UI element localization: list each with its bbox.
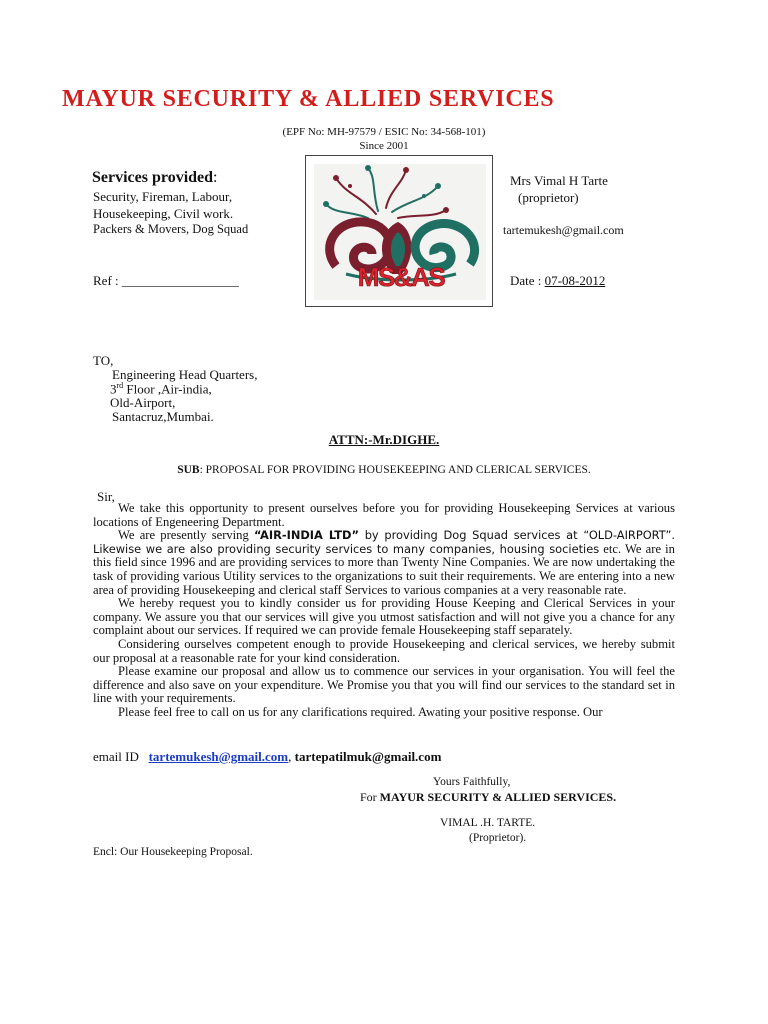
ref-line [93,273,239,289]
email-line [93,749,441,765]
floor-rest: Floor ,Air-india, [123,381,212,397]
p2-tail: etc. We are in this field since 1996 and are providing services to more than Twenty Nine Companies. We are now undertaking the task of providing various Utility services to the organizations to suit their requirements. We are entering into a new area of providing Housekeeping and clerical staff Services to various companies at a very reasonable rate. [93,541,675,597]
address-line-4: Santacruz,Mumbai. [112,409,214,424]
proprietor-role: (proprietor) [518,190,579,205]
paragraph-6: Please feel free to call on us for any clarifications required. Awating your positive response. Our [118,704,603,719]
subject-text: : PROPOSAL FOR PROVIDING HOUSEKEEPING AND CLERICAL SERVICES. [199,464,591,476]
services-line-3: Packers & Movers, Dog Squad [93,222,249,236]
paragraph-4: Considering ourselves competent enough to provide Housekeeping and clerical services, we hereby submit our proposal at a reasonable rate for your kind consideration. [93,636,675,665]
logo-text: MS&AS [357,262,445,292]
services-heading-colon: : [213,169,218,186]
email-separator: , [288,749,292,764]
floor-number: 3 [110,381,117,397]
subject-label: SUB [177,464,200,476]
enclosure-note: Encl: Our Housekeeping Proposal. [93,846,253,858]
closing-for [360,790,616,805]
signatory-name: VIMAL .H. TARTE. [440,817,536,829]
since-year: Since 2001 [359,140,409,152]
salutation: Sir, [97,489,115,504]
registration-numbers: (EPF No: MH-97579 / ESIC No: 34-568-101) [282,126,486,138]
date-line [510,273,605,289]
ref-value: __________________ [121,273,239,288]
for-label: For [360,790,377,804]
attention-line: ATTN:-Mr.DIGHE. [328,432,440,447]
company-name: MAYUR SECURITY & ALLIED SERVICES [62,86,555,112]
proprietor-name: Mrs Vimal H Tarte [510,173,608,188]
secondary-email: tartepatilmuk@gmail.com [294,749,442,764]
subject-line [0,464,768,476]
for-company: MAYUR SECURITY & ALLIED SERVICES. [379,790,617,804]
email-label: email ID [93,749,139,764]
address-line-1: Engineering Head Quarters, [112,367,258,382]
services-line-2: Housekeeping, Civil work. [93,206,234,221]
services-heading-text: Services provided [92,169,214,186]
email-link[interactable]: tartemukesh@gmail.com [148,749,289,764]
letter-body [93,502,675,720]
paragraph-1: We take this opportunity to present ourselves before you for providing Housekeeping Services at various locations of Engeneering Department. [93,501,675,529]
paragraph-2 [93,529,675,597]
services-line-1: Security, Fireman, Labour, [93,189,233,204]
p2-middle: by providing Dog Squad services at “OLD-AIRPORT”. Likewise we are also providing security services to many companies, housing societies [93,528,675,556]
floor-suffix: rd [116,381,124,390]
date-label: Date : [510,273,542,288]
to-label: TO, [93,353,114,368]
paragraph-3: We hereby request you to kindly consider us for providing House Keeping and Clerical Services in your company. We assure you that our services will give you utmost satisfaction and will not give you a chance for any complaint about our services. If required we can provide female Housekeeping staff separately. [93,596,675,638]
p2-lead: We are presently serving [118,528,255,543]
contact-email[interactable]: tartemukesh@gmail.com [503,223,624,237]
paragraph-5: Please examine our proposal and allow us to commence our services in your organisation. You will feel the difference and also save on your expenditure. We Promise you that you will find our services to the standard set in line with your requirements. [93,664,675,706]
signatory-role: (Proprietor). [469,832,527,844]
ref-label: Ref : [93,273,119,288]
p2-client: “AIR-INDIA LTD” [254,528,359,543]
closing-yours: Yours Faithfully, [433,776,511,788]
services-heading [92,169,217,187]
company-logo [305,155,493,307]
address-line-3: Old-Airport, [110,395,176,410]
date-value: 07-08-2012 [544,273,606,288]
